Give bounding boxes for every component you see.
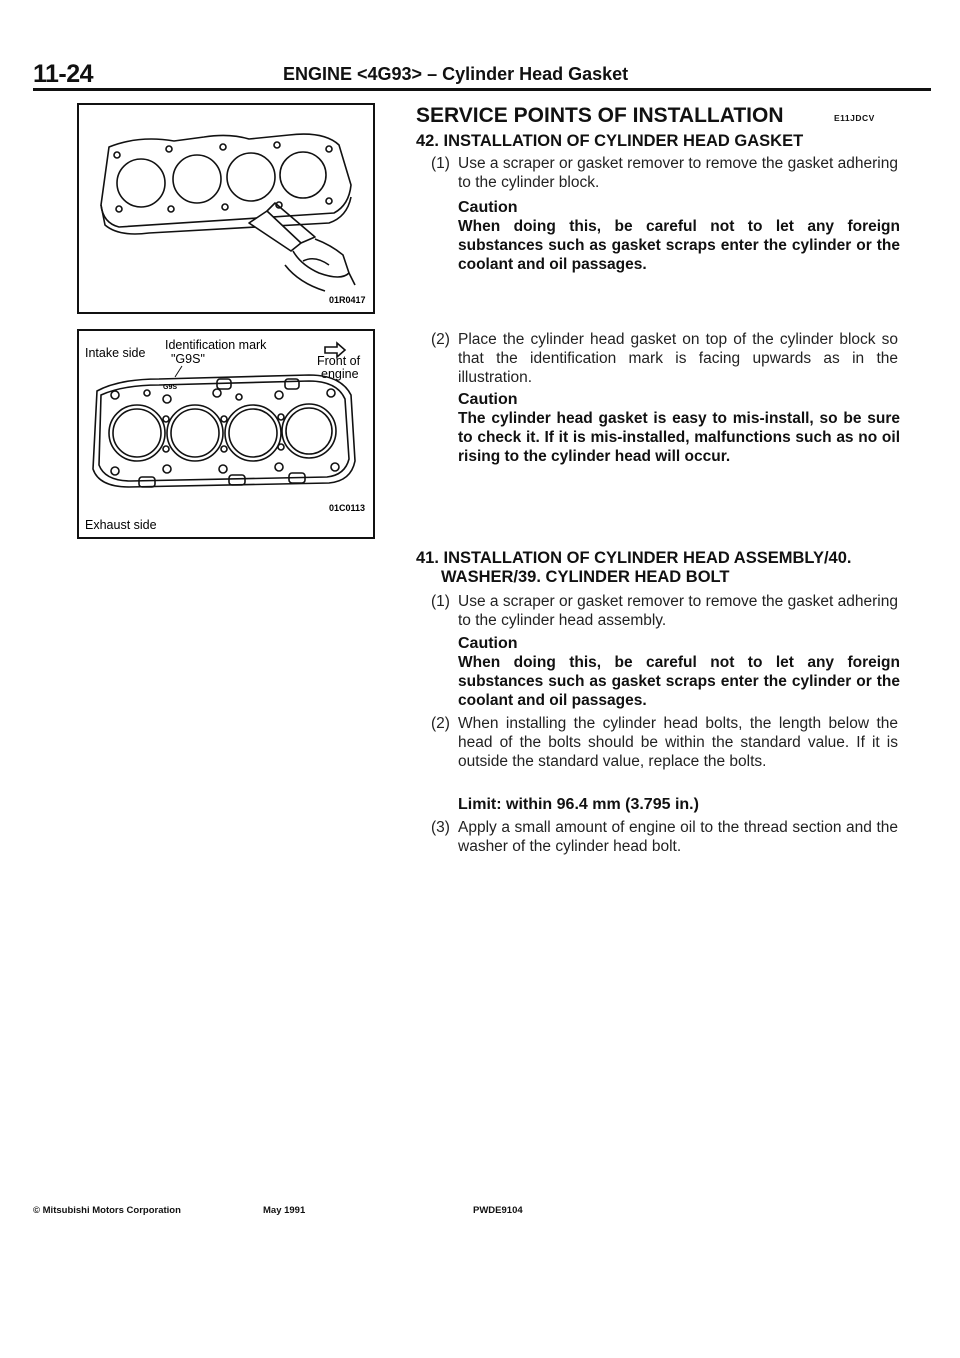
section-heading: SERVICE POINTS OF INSTALLATION <box>416 104 784 127</box>
step-42-item-1-number: (1) <box>431 155 450 172</box>
step-41-item-3-text: Apply a small amount of engine oil to the thread section and the washer of the cylinder head bolt. <box>458 819 898 855</box>
header-rule <box>33 88 931 91</box>
page-title: ENGINE <4G93> – Cylinder Head Gasket <box>283 64 629 84</box>
step-41-item-2 <box>431 714 901 794</box>
step-41-caution-heading: Caution <box>458 635 518 652</box>
intake-side-label: Intake side <box>85 346 146 360</box>
step-42-item-2 <box>431 330 901 390</box>
step-42-caution-1-text: When doing this, be careful not to let any foreign substances such as gasket scraps enter the cylinder or the coolant and oil passages. <box>458 218 900 273</box>
identification-mark-code: "G9S" <box>171 352 205 366</box>
page-number: 11-24 <box>33 60 94 88</box>
step-42-item-1-text: Use a scraper or gasket remover to remove the gasket adhering to the cylinder block. <box>458 155 898 191</box>
step-41-item-3 <box>431 818 901 858</box>
step-41-limit: Limit: within 96.4 mm (3.795 in.) <box>458 796 699 813</box>
section-code: E11JDCV <box>834 113 875 123</box>
cylinder-head-gasket-drawing <box>79 331 373 537</box>
step-42-caution-2-heading: Caution <box>458 391 518 408</box>
step-41-item-2-text: When installing the cylinder head bolts, the length below the head of the bolts should be within the standard value. If it is outside the standard value, replace the bolts. <box>458 715 898 770</box>
step-41-item-1-text: Use a scraper or gasket remover to remove the gasket adhering to the cylinder head assembly. <box>458 593 898 629</box>
step-41-title-line-1: 41. INSTALLATION OF CYLINDER HEAD ASSEMBLY/40. <box>416 549 852 567</box>
step-42-caution-1-heading: Caution <box>458 199 518 216</box>
step-41-title-line-2: WASHER/39. CYLINDER HEAD BOLT <box>441 568 730 586</box>
step-42-title: 42. INSTALLATION OF CYLINDER HEAD GASKET <box>416 132 804 150</box>
step-41-item-1 <box>431 592 901 632</box>
identification-mark-label: Identification mark <box>165 338 267 352</box>
footer-copyright: © Mitsubishi Motors Corporation <box>33 1205 181 1216</box>
step-41-caution-text: When doing this, be careful not to let any foreign substances such as gasket scraps enter the cylinder or the coolant and oil passages. <box>458 654 900 709</box>
engine-label: engine <box>321 367 359 381</box>
step-41-item-2-number: (2) <box>431 715 450 732</box>
footer-date: May 1991 <box>263 1205 306 1216</box>
step-42-caution-2-text: The cylinder head gasket is easy to mis-install, so be sure to check it. If it is mis-installed, malfunctions such as no oil rising to the cylinder head will occur. <box>458 410 900 465</box>
gasket-mark-text: G9S <box>163 384 178 391</box>
step-41-item-1-number: (1) <box>431 593 450 610</box>
exhaust-side-label: Exhaust side <box>85 518 157 532</box>
figure-scraper-illustration <box>77 103 375 314</box>
figure1-code: 01R0417 <box>329 295 366 305</box>
figure-gasket-identification <box>77 329 375 539</box>
step-41-item-3-number: (3) <box>431 819 450 836</box>
step-42-item-2-number: (2) <box>431 331 450 348</box>
front-of-label: Front of <box>317 354 361 368</box>
step-42-item-2-text: Place the cylinder head gasket on top of the cylinder block so that the identification mark is facing upwards as in the illustration. <box>458 331 898 386</box>
figure2-code: 01C0113 <box>329 503 366 513</box>
footer-code: PWDE9104 <box>473 1205 523 1216</box>
cylinder-block-scraper-drawing <box>79 105 373 312</box>
step-42-item-1 <box>431 154 901 194</box>
